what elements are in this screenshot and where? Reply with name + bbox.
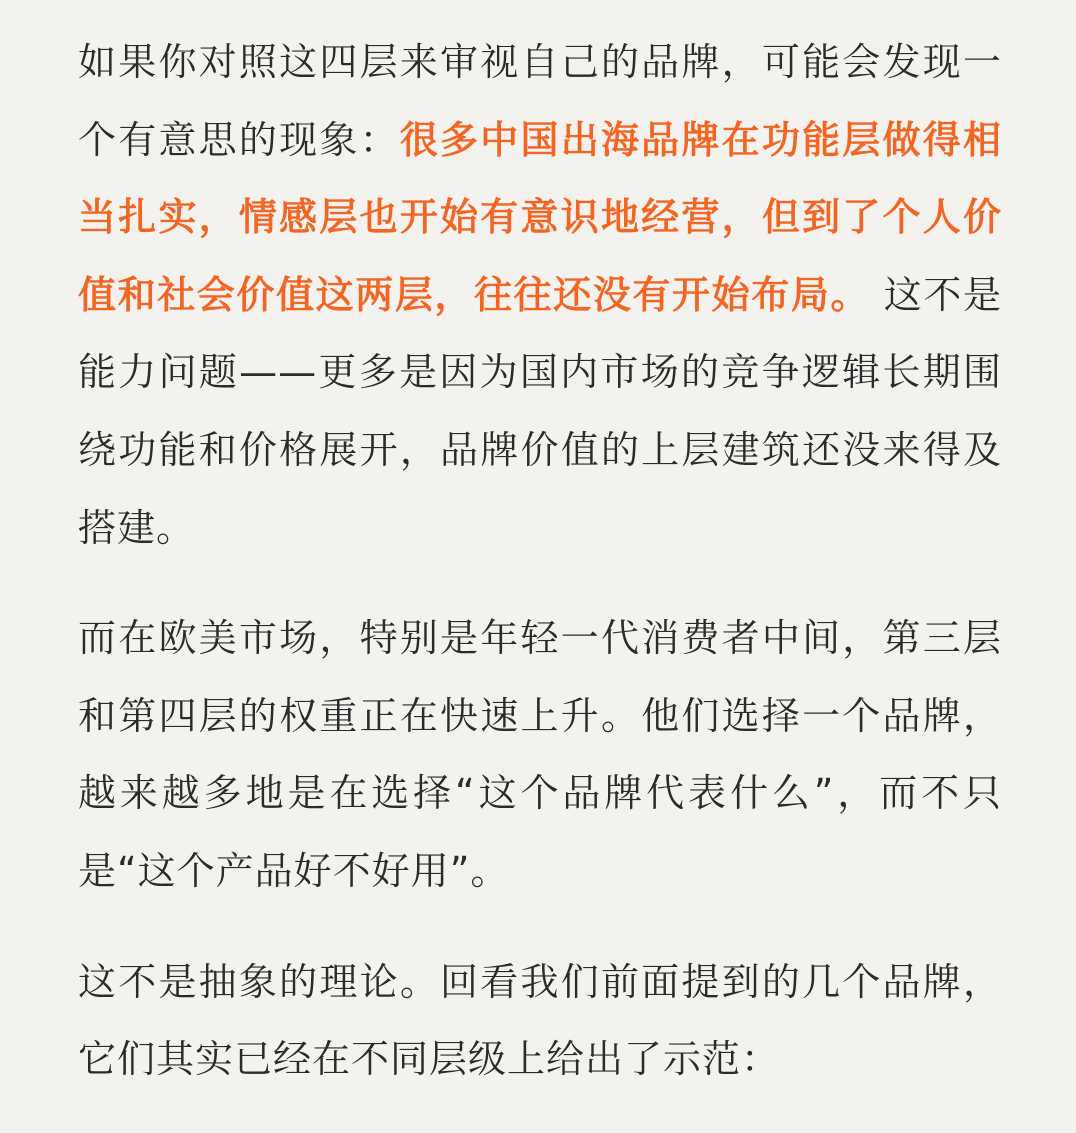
- paragraph-brand-layers: [78, 24, 1002, 567]
- paragraph-examples-intro: 这不是抽象的理论。回看我们前面提到的几个品牌，它们其实已经在不同层级上给出了示范：: [78, 959, 1002, 1082]
- paragraph-text: 如果你对照这四层来审视自己的品牌，可能会发现一个有意思的现象：: [78, 40, 1002, 162]
- article-body: [78, 24, 1002, 1099]
- paragraph-text: 这不是能力问题——更多是因为国内市场的竞争逻辑长期围绕功能和价格展开，品牌价值的上层建筑还没来得及搭建。: [78, 272, 1002, 550]
- paragraph-western-market: 而在欧美市场，特别是年轻一代消费者中间，第三层和第四层的权重正在快速上升。他们选择一个品牌，越来越多地是在选择“这个品牌代表什么”，而不只是“这个产品好不好用”。: [78, 616, 1002, 893]
- highlighted-text: 很多中国出海品牌在功能层做得相当扎实，情感层也开始有意识地经营，但到了个人价值和社会价值这两层，往往还没有开始布局。: [78, 117, 1002, 317]
